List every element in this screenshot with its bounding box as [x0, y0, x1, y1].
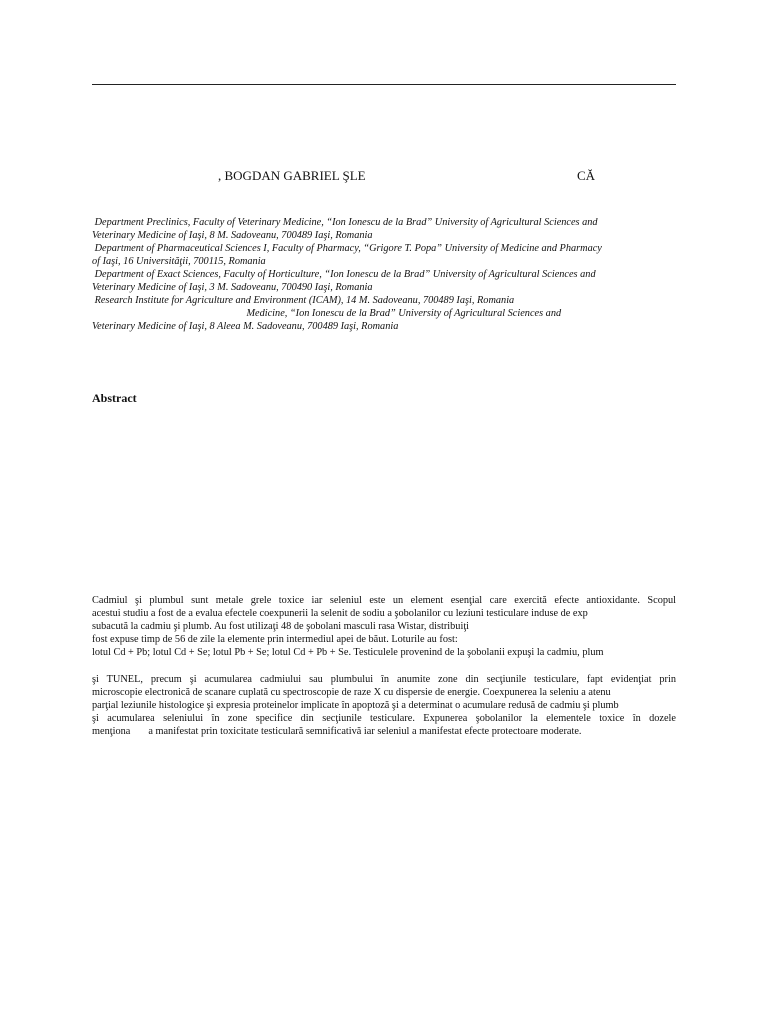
abstract-line: menţiona a manifestat prin toxicitate testiculară semnificativă iar seleniul a manifestat efecte protectoare moderate.: [92, 725, 582, 737]
affiliation-line: Veterinary Medicine of Iaşi, 8 Aleea M. Sadoveanu, 700489 Iaşi, Romania: [92, 321, 399, 332]
abstract-gap: [92, 659, 676, 672]
abstract-line: fost expuse timp de 56 de zile la elemente prin intermediul apei de băut. Loturile au fost:: [92, 634, 458, 646]
abstract-line: parţial leziunile histologice şi expresia proteinelor implicate în apoptoză şi a determinat o acumulare redusă de cadmiu şi plumb: [92, 699, 619, 711]
authors-line-part1: , BOGDAN GABRIEL ŞLE: [218, 168, 366, 183]
abstract-line: şi TUNEL, precum şi acumularea cadmiului sau plumbului în anumite zone din secţiunile testiculare, fapt evidenţiat prin: [92, 673, 676, 685]
affiliation-line: of Iaşi, 16 Universităţii, 700115, Romania: [92, 256, 266, 267]
affiliation-line: Research Institute for Agriculture and Environment (ICAM), 14 M. Sadoveanu, 700489 Iaşi, Romania: [92, 295, 515, 306]
affiliation-line: Department Preclinics, Faculty of Veterinary Medicine, “Ion Ionescu de la Brad” University of Agricultural Sciences and: [92, 217, 598, 228]
abstract-line: Cadmiul şi plumbul sunt metale grele toxice iar seleniul este un element esenţial care exercită efecte antioxidante. Scopul: [92, 595, 676, 606]
abstract-body: [92, 594, 676, 738]
abstract-line: lotul Cd + Pb; lotul Cd + Se; lotul Pb + Se; lotul Cd + Pb + Se. Testiculele provenind de la şobolanii expuşi la cadmiu, plum: [92, 647, 604, 659]
abstract-line: şi acumularea seleniului în zone specifice din secţiunile testiculare. Expunerea şobolanilor la elementele toxice în dozele: [92, 712, 676, 724]
affiliations-block: [92, 216, 676, 333]
affiliation-line: Veterinary Medicine of Iaşi, 8 M. Sadoveanu, 700489 Iaşi, Romania: [92, 230, 373, 241]
affiliation-line: Department of Pharmaceutical Sciences I, Faculty of Pharmacy, “Grigore T. Popa” University of Medicine and Pharmacy: [92, 243, 602, 254]
affiliation-line: Medicine, “Ion Ionescu de la Brad” University of Agricultural Sciences and: [92, 308, 562, 319]
abstract-line: subacută la cadmiu şi plumb. Au fost utilizaţi 48 de şobolani masculi rasa Wistar, distribuiţi: [92, 621, 470, 633]
authors-line-part2: CĂ: [577, 168, 596, 183]
header-rule: [92, 84, 676, 85]
abstract-line: microscopie electronică de scanare cuplată cu spectroscopie de raze X cu dispersie de energie. Coexpunerea la seleniu a atenu: [92, 686, 611, 698]
affiliation-line: Department of Exact Sciences, Faculty of Horticulture, “Ion Ionescu de la Brad” University of Agricultural Sciences and: [92, 269, 596, 280]
abstract-heading: Abstract: [92, 391, 137, 405]
abstract-line: acestui studiu a fost de a evalua efectele coexpunerii la selenit de sodiu a şobolanilor cu leziuni testiculare induse de exp: [92, 608, 588, 620]
affiliation-line: Veterinary Medicine of Iaşi, 3 M. Sadoveanu, 700490 Iaşi, Romania: [92, 282, 373, 293]
